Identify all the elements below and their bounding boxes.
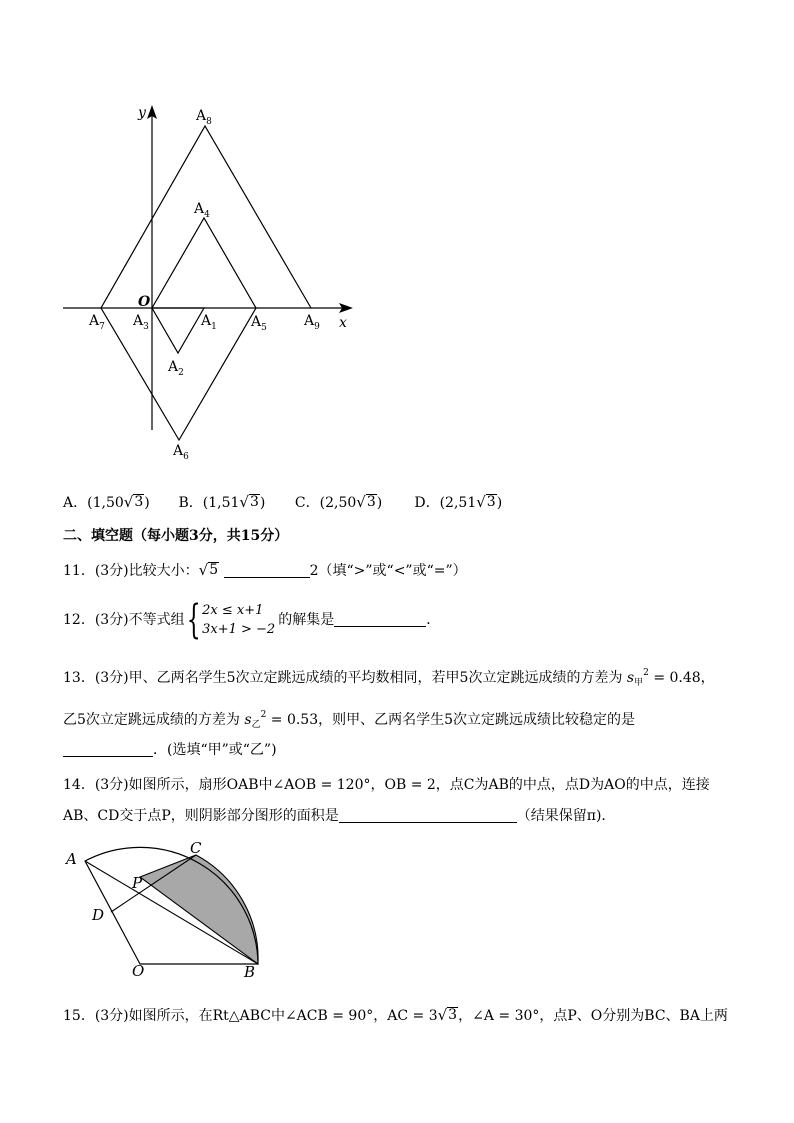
choice-b[interactable]: B．(1,51 √ 3 ) — [178, 493, 266, 511]
y-axis-label: y — [138, 105, 146, 121]
system-brace: { — [186, 597, 201, 643]
point-a-label: A — [66, 850, 77, 868]
zigzag-path — [101, 126, 311, 440]
label-a8: $A_8$ — [196, 108, 212, 127]
label-a2: $A_2$ — [168, 359, 184, 378]
label-a4: $A_4$ — [194, 201, 210, 220]
label-a5: $A_5$ — [251, 314, 267, 333]
choice-d[interactable]: D．(2,51 √ 3 ) — [414, 493, 503, 511]
coordinate-figure — [55, 95, 365, 475]
q10-choices — [63, 493, 502, 513]
point-o-label: O — [132, 962, 145, 980]
question-14-line1: 14．(3分)如图所示，扇形OAB中∠AOB = 120°，OB = 2，点C为AB的中点，点D为AO的中点，连接 — [63, 777, 710, 793]
answer-blank-13[interactable] — [63, 740, 153, 757]
point-b-label: B — [244, 963, 256, 981]
question-12: 12．(3分)不等式组{ 2x ≤ x+1 3x+1 > −2 的解集是 ． — [63, 597, 441, 643]
shaded-region — [140, 855, 258, 964]
x-axis-label: x — [339, 315, 347, 331]
label-a9: $A_9$ — [304, 313, 320, 332]
answer-blank-11[interactable] — [224, 561, 310, 578]
label-a7: $A_7$ — [89, 313, 105, 332]
question-11: 11．(3分)比较大小： √ 5 2（填“>”或“<”或“=”） — [63, 561, 467, 579]
choice-a[interactable]: A．(1,50 √ 3 ) — [63, 493, 150, 511]
origin-label: O — [138, 294, 151, 310]
question-13-line2: 乙5次立定跳远成绩的方差为 $s_乙^2 = 0.53$，则甲、乙两名学生5次立定跳远成绩比较稳定的是 — [63, 710, 636, 730]
point-p-label: P — [132, 874, 143, 892]
question-14-line2: AB、CD交于点P，则阴影部分图形的面积是 （结果保留π)． — [63, 808, 616, 824]
point-d-label: D — [92, 906, 105, 924]
point-c-label: C — [190, 840, 202, 857]
sector-figure — [60, 840, 280, 985]
question-13-line3: ．(选填“甲”或“乙”) — [63, 740, 277, 760]
question-13-line1: 13．(3分)甲、乙两名学生5次立定跳远成绩的平均数相同，若甲5次立定跳远成绩的方差为 $s_甲^2 = 0.48$， — [63, 668, 715, 688]
label-a6: $A_6$ — [173, 443, 189, 462]
inequality-system: 2x ≤ x+1 3x+1 > −2 — [202, 603, 276, 637]
answer-blank-14[interactable] — [339, 806, 517, 823]
choice-c[interactable]: C．(2,50 √ 3 ) — [294, 493, 383, 511]
section-title: 二、填空题（每小题3分，共15分） — [63, 528, 289, 544]
question-15-line1: 15．(3分)如图所示，在Rt△ABC中∠ACB = 90°，AC = 3 √ 3 ，∠A = 30°，点P、O分别为BC、BA上两 — [63, 1006, 728, 1024]
label-a3: $A_3$ — [133, 313, 149, 332]
answer-blank-12[interactable] — [334, 610, 426, 627]
label-a1: $A_1$ — [201, 313, 217, 332]
